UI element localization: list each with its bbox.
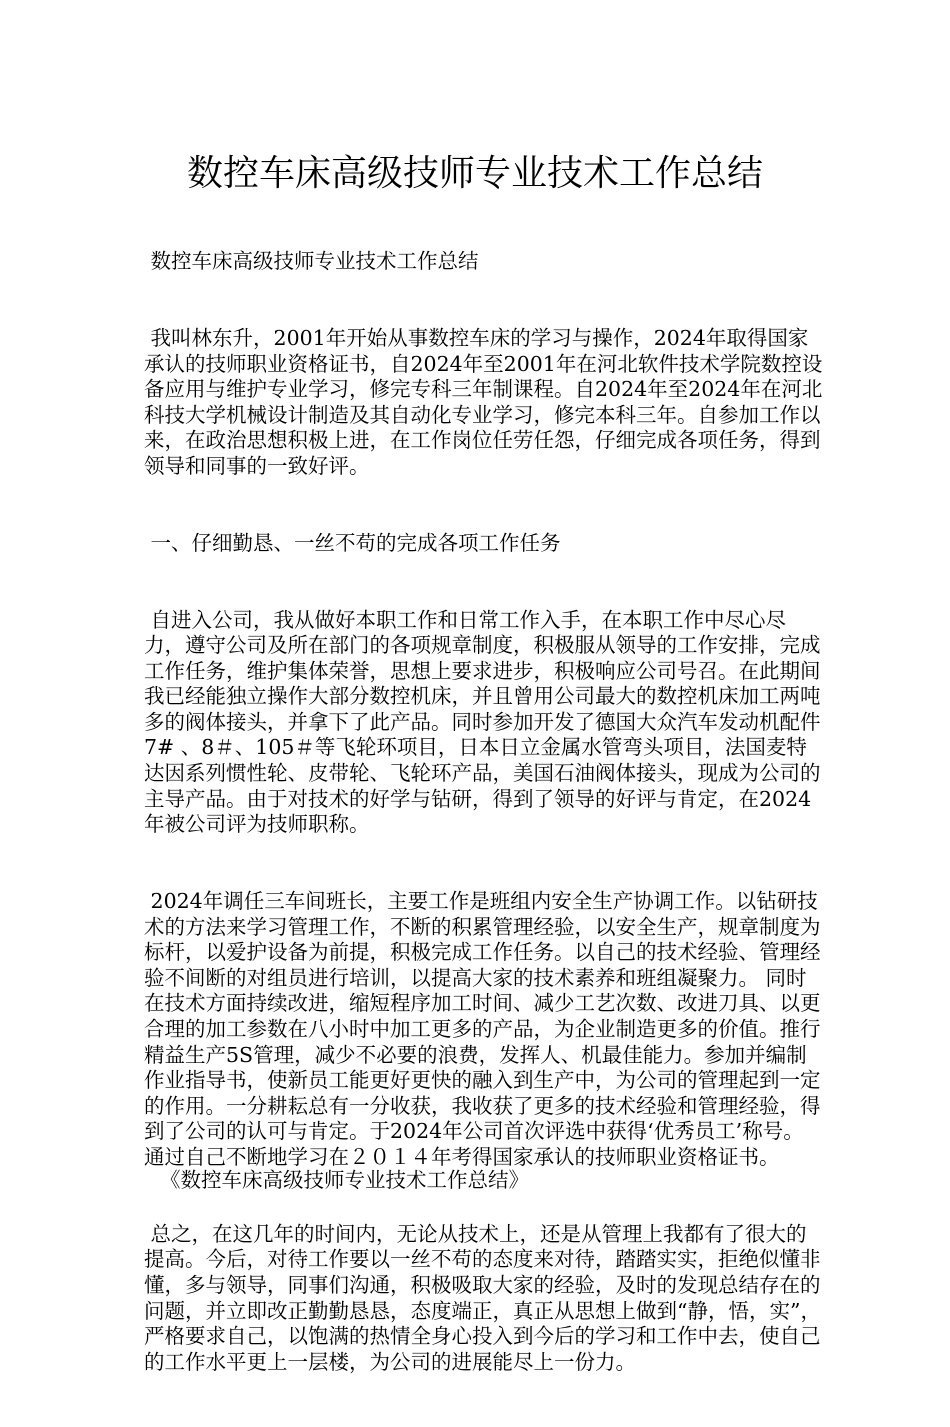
body-paragraph: 2024年调任三车间班长，主要工作是班组内安全生产协调工作。以钻研技术的方法来学习管理工作，不断的积累管理经验，以安全生产，规章制度为标杆，以爱护设备为前提，积极完成工作任务。以自己的技术经验、管理经验不间断的对组员进行培训，以提高大家的技术素养和班组凝聚力。 同时在技术方面持续改进，缩短程序加工时间、减少工艺次数、改进刀具、以更合理的加工参数在八小时中加工更多的产品，为企业制造更多的价值。推行精益生产5S管理，减少不必要的浪费，发挥人、机最佳能力。参加并编制作业指导书，使新员工能更好更快的融入到生产中，为公司的管理起到一定的作用。一分耕耘总有一分收获，我收获了更多的技术经验和管理经验，得到了公司的认可与肯定。于2024年公司首次评选中获得‘优秀员工’称号。通过自己不断地学习在２０１４年考得国家承认的技师职业资格证书。	[144, 889, 821, 1169]
body-paragraph: 自进入公司，我从做好本职工作和日常工作入手，在本职工作中尽心尽力，遵守公司及所在部门的各项规章制度，积极服从领导的工作安排，完成工作任务，维护集体荣誉，思想上要求进步，积极响应公司号召。在此期间我已经能独立操作大部分数控机床，并且曾用公司最大的数控机床加工两吨多的阀体接头，并拿下了此产品。同时参加开发了德国大众汽车发动机配件7# 、8＃、105＃等飞轮环项目，日本日立金属水管弯头项目，法国麦特达因系列惯性轮、皮带轮、飞轮环产品，美国石油阀体接头，现成为公司的主导产品。由于对技术的好学与钻研，得到了领导的好评与肯定，在2024年被公司评为技师职称。	[144, 607, 821, 837]
conclusion-paragraph: 总之，在这几年的时间内，无论从技术上，还是从管理上我都有了很大的提高。今后，对待工作要以一丝不苟的态度来对待，踏踏实实，拒绝似懂非懂，多与领导，同事们沟通，积极吸取大家的经验，及时的发现总结存在的问题，并立即改正勤勤恳恳，态度端正，真正从思想上做到“静，悟，实”，严格要求自己，以饱满的热情全身心投入到今后的学习和工作中去，使自己的工作水平更上一层楼，为公司的进展能尽上一份力。	[144, 1221, 821, 1374]
document-body	[144, 198, 824, 1427]
document-title: 数控车床高级技师专业技术工作总结	[186, 153, 763, 195]
section-heading: 一、仔细勤恳、一丝不苟的完成各项工作任务	[144, 530, 561, 555]
subtitle-paragraph: 数控车床高级技师专业技术工作总结	[144, 249, 479, 274]
document-footer: 《数控车床高级技师专业技术工作总结》	[160, 1168, 529, 1192]
intro-paragraph: 我叫林东升，2001年开始从事数控车床的学习与操作，2024年取得国家承认的技师职业资格证书，自2024年至2001年在河北软件技术学院数控设备应用与维护专业学习，修完专科三年制课程。自2024年至2024年在河北科技大学机械设计制造及其自动化专业学习，修完本科三年。自参加工作以来，在政治思想积极上进，在工作岗位任劳任怨，仔细完成各项任务，得到领导和同事的一致好评。	[144, 325, 823, 478]
